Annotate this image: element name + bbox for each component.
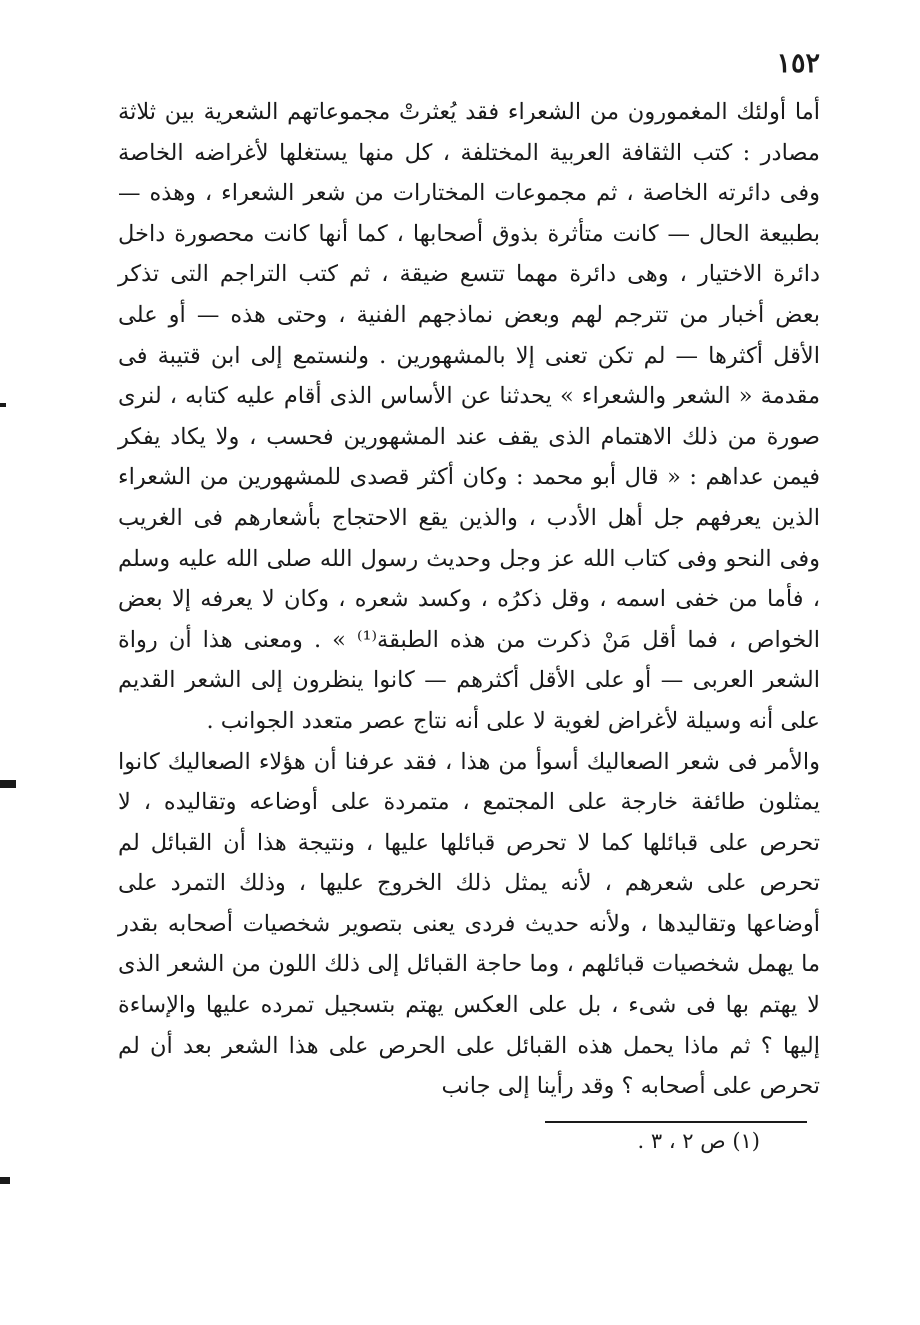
footnote-divider xyxy=(545,1121,807,1123)
scan-edge-mark xyxy=(0,780,16,788)
scan-edge-mark xyxy=(0,1177,10,1184)
page-number: ١٥٢ xyxy=(776,48,820,79)
paragraph-1: أما أولئك المغمورون من الشعراء فقد يُعثرتْ مجموعاتهم الشعرية بين ثلاثة مصادر : كتب الثقافة العربية المختلفة ، كل منها يستغلها لأغراضه الخاصة وفى دائرته الخاصة ، ثم مجموعات المختارات من شعر الشعراء ، وهذه — بطبيعة الحال — كانت متأثرة بذوق أصحابها ، كما أنها كانت محصورة داخل دائرة الاختيار ، وهى دائرة مهما تتسع ضيقة ، ثم كتب التراجم التى تذكر بعض أخبار من تترجم لهم وبعض نماذجهم الفنية ، وحتى هذه — أو على الأقل أكثرها — لم تكن تعنى إلا بالمشهورين . ولنستمع إلى ابن قتيبة فى مقدمة « الشعر والشعراء » يحدثنا عن الأساس الذى أقام عليه كتابه ، لنرى صورة من ذلك الاهتمام الذى يقف عند المشهورين فحسب ، ولا يكاد يفكر فيمن عداهم : « قال أبو محمد : وكان أكثر قصدى للمشهورين من الشعراء الذين يعرفهم جل أهل الأدب ، والذين يقع الاحتجاج بأشعارهم فى الغريب وفى النحو وفى كتاب الله عز وجل وحديث رسول الله صلى الله عليه وسلم ، فأما من خفى اسمه ، وقل ذكرُه ، وكسد شعره ، وكان لا يعرفه إلا بعض الخواص ، فما أقل مَنْ ذكرت من هذه الطبقة⁽¹⁾ » . ومعنى هذا أن رواة الشعر العربى — أو على الأقل أكثرهم — كانوا ينظرون إلى الشعر القديم على أنه وسيلة لأغراض لغوية لا على أنه نتاج عصر متعدد الجوانب . xyxy=(118,99,820,734)
paragraph-2: والأمر فى شعر الصعاليك أسوأ من هذا ، فقد عرفنا أن هؤلاء الصعاليك كانوا يمثلون طائفة خارجة على المجتمع ، متمردة على أوضاعه وتقاليده ، لا تحرص على قبائلها كما لا تحرص قبائلها عليها ، ونتيجة هذا أن القبائل لم تحرص على شعرهم ، لأنه يمثل ذلك الخروج عليها ، وذلك التمرد على أوضاعها وتقاليدها ، ولأنه حديث فردى يعنى بتصوير شخصيات أصحابه بقدر ما يهمل شخصيات قبائلهم ، وما حاجة القبائل إلى ذلك اللون من الشعر الذى لا يهتم بها فى شىء ، بل على العكس يهتم بتسجيل تمرده عليها والإساءة إليها ؟ ثم ماذا يحمل هذه القبائل على الحرص على هذا الشعر بعد أن لم تحرص على أصحابه ؟ وقد رأينا إلى جانب xyxy=(118,748,820,1100)
scan-edge-mark xyxy=(0,403,6,407)
body-text xyxy=(118,92,820,1107)
footnote: (١) ص ٢ ، ٣ . xyxy=(637,1129,760,1153)
